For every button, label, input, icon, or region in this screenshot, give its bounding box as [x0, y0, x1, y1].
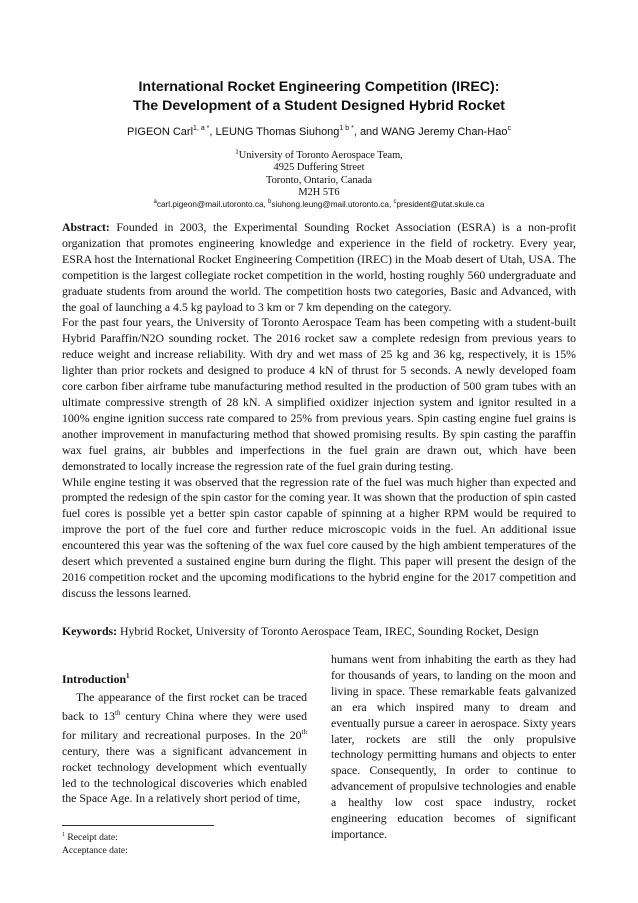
title-line-2: The Development of a Student Designed Hybrid Rocket [132, 98, 506, 114]
footnote-divider [62, 825, 214, 826]
introduction-column-2 [331, 652, 576, 843]
author-1-name: PIGEON Carl [127, 126, 194, 138]
abstract-paragraph-1 [62, 220, 576, 315]
footnote-sup: 1 [62, 832, 65, 838]
intro-text-a: The appearance of the first rocket can be traced back to 13 [62, 690, 307, 723]
intro-text-b: century China where they were used for military and recreational purposes. In the 20 [62, 708, 308, 742]
intro-sup-b: th [301, 727, 307, 736]
affiliation-line-2: 4925 Duffering Street [273, 162, 365, 174]
intro-text-c: century, there was a significant advancement in rocket technology development which eventually led to the technological discoveries which enabled the Space Age. In a relatively short period of time, [62, 743, 307, 806]
introduction-heading-text: Introduction [62, 672, 127, 686]
email-c: president@utat.skule.ca [396, 200, 485, 209]
abstract-label: Abstract: [62, 220, 110, 234]
keywords [62, 623, 576, 639]
footnote-line-1: Receipt date: [65, 832, 118, 843]
author-3-name: , and WANG Jeremy Chan-Hao [353, 126, 508, 138]
abstract-text-1: Founded in 2003, the Experimental Sounding Rocket Association (ESRA) is a non-profit organization that promotes engineering knowledge and experience in the field of rocketry. Every year, ESRA host the International Rocket Engineering Competition (IREC) in the Moab desert of Utah, USA. The competition is the largest collegiate rocket competition in the world, hosting roughly 560 undergraduate and graduate students from around the world. The competition hosts two categories, Basic and Advanced, with the goal of launching a 4.5 kg payload to 3 km or 7 km depending on the category. [62, 220, 576, 314]
author-1-sup: 1, a * [193, 125, 210, 132]
introduction-heading [62, 672, 130, 687]
email-a-sup: a [153, 199, 157, 205]
introduction-paragraph [62, 690, 307, 807]
introduction-heading-sup: 1 [126, 672, 130, 680]
abstract-paragraph-2: For the past four years, the University of Toronto Aerospace Team has been competing with a student-built Hybrid Paraffin/N2O sounding rocket. The 2016 rocket saw a complete redesign from previous years to reduce weight and increase reliability. With dry and wet mass of 25 kg and 36 kg, respectively, it is 15% lighter than prior rockets and designed to produce 4 kN of thrust for 5 seconds. A newly developed foam core carbon fiber airframe tube manufacturing method resulted in the production of 500 gram tubes with an ultimate compressive strength of 28 kN. A simplified oxidizer injection system and ignitor resulted in a 100% engine ignition success rate compared to 25% from previous years. Spin casting engine fuel grains is another improvement in manufacturing method that showed promising results. By spin casting the paraffin wax fuel grains, air bubbles and imperfections in the fuel grain are drawn out, which have been demonstrated to locally increase the regression rate of the fuel grain during testing. [62, 315, 576, 473]
author-list [60, 122, 578, 139]
paper-title [60, 78, 578, 116]
author-2-name: , LEUNG Thomas Siuhong [209, 126, 340, 138]
email-a: carl.pigeon@mail.utoronto.ca, [156, 200, 269, 209]
introduction-column-1 [62, 690, 307, 807]
affiliation-sup: 1 [235, 148, 239, 156]
introduction-column-2-text: humans went from inhabiting the earth as they had for thousands of years, to landing on the moon and living in space. These remarkable feats galvanized an era which inspired many to dream and eventually pursue a career in aerospace. Sixty years later, rockets are still the only propulsive technology permitting humans and objects to enter space. Consequently, In order to continue to advancement of propulsive technologies and enable a healthy low cost space industry, rocket engineering education becomes of significant importance. [331, 652, 576, 841]
email-b: siuhong.leung@mail.utoronto.ca, [271, 200, 394, 209]
footnote-line-2: Acceptance date: [62, 845, 128, 856]
email-b-sup: b [268, 199, 272, 205]
keywords-text: Hybrid Rocket, University of Toronto Aerospace Team, IREC, Sounding Rocket, Design [117, 624, 539, 638]
abstract-paragraph-3: While engine testing it was observed that the regression rate of the fuel was much higher than expected and prompted the redesign of the spin castor for the coming year. It was shown that the production of spin casted fuel cores is possible yet a better spin castor capable of spinning at a higher RPM would be required to improve the port of the fuel core and further reduce microscopic voids in the fuel. An additional issue encountered this year was the softening of the wax fuel core caused by the high ambient temperatures of the desert which prevented a sustained engine burn during the flight. This paper will present the design of the 2016 competition rocket and the upcoming modifications to the hybrid engine for the 2017 competition and discuss the lessons learned. [62, 474, 576, 600]
affiliation-line-3: Toronto, Ontario, Canada [265, 174, 373, 186]
abstract [62, 220, 576, 602]
author-emails [60, 197, 578, 210]
affiliation-line-4: M2H 5T6 [298, 187, 340, 199]
keywords-label: Keywords: [62, 624, 118, 638]
title-line-1: International Rocket Engineering Competition (IREC): [138, 79, 500, 95]
intro-sup-a: th [115, 708, 121, 717]
affiliation [60, 146, 578, 200]
author-3-sup: c [507, 125, 511, 132]
email-c-sup: c [393, 199, 397, 205]
affiliation-line-1: University of Toronto Aerospace Team, [238, 150, 403, 161]
footnote [62, 829, 128, 857]
author-2-sup: 1 b * [339, 125, 354, 132]
